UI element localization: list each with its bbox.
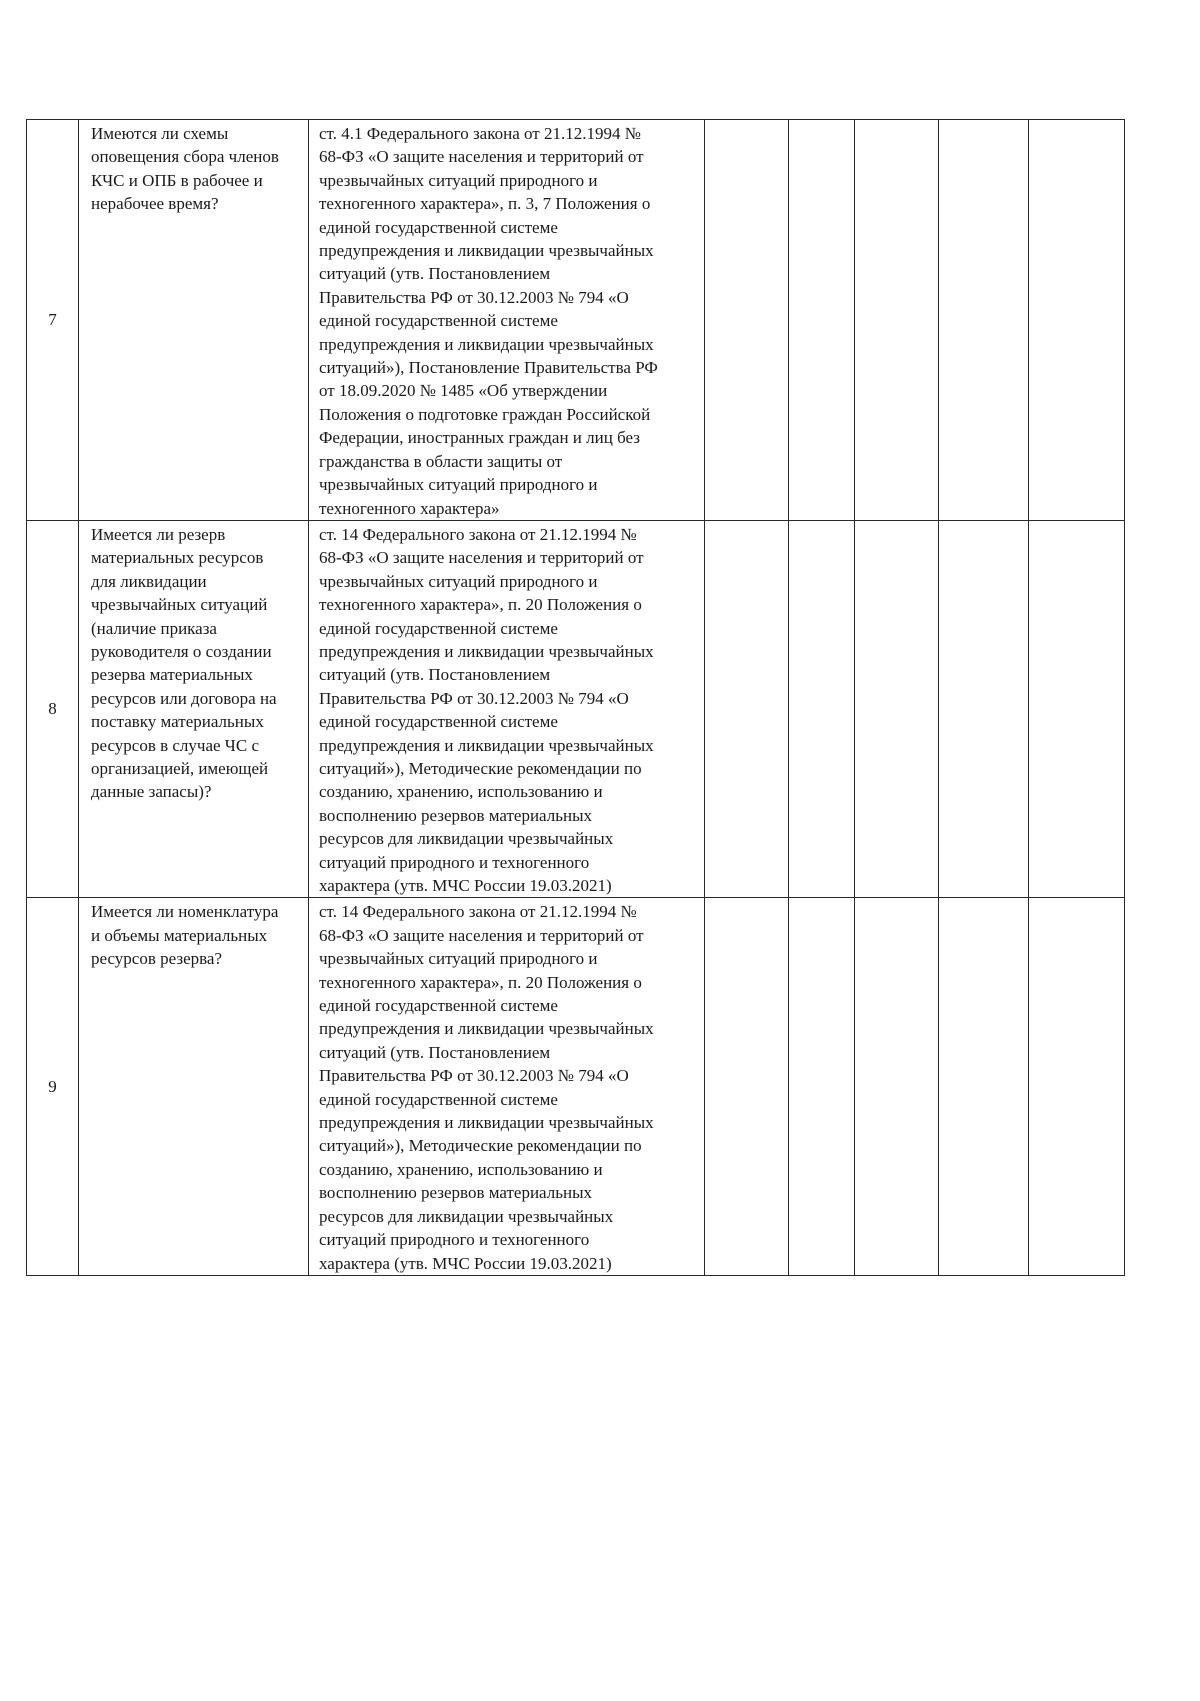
empty-cell xyxy=(939,520,1029,898)
empty-cell xyxy=(1029,520,1125,898)
question-text: Имеется ли резерв материальных ресурсов для ликвидации чрезвычайных ситуаций (наличие приказа руководителя о создании резерва материальных ресурсов или договора на поставку материальных ресурсов в случае ЧС с организацией, имеющей данные запасы)? xyxy=(91,524,277,802)
empty-cell xyxy=(855,520,939,898)
empty-cell xyxy=(789,898,855,1276)
question-cell xyxy=(79,120,309,521)
question-cell xyxy=(79,898,309,1276)
legal-reference-text: ст. 4.1 Федерального закона от 21.12.1994 № 68-ФЗ «О защите населения и территорий от чрезвычайных ситуаций природного и техногенного характера», п. 3, 7 Положения о единой государственной системе предупреждения и ликвидации чрезвычайных ситуаций (утв. Постановлением Правительства РФ от 30.12.2003 № 794 «О единой государственной системе предупреждения и ликвидации чрезвычайных ситуаций»), Постановление Правительства РФ от 18.09.2020 № 1485 «Об утверждении Положения о подготовке граждан Российской Федерации, иностранных граждан и лиц без гражданства в области защиты от чрезвычайных ситуаций природного и техногенного характера» xyxy=(319,124,658,518)
empty-cell xyxy=(705,120,789,521)
empty-cell xyxy=(855,120,939,521)
checklist-table xyxy=(26,119,1125,1276)
legal-reference-text: ст. 14 Федерального закона от 21.12.1994 № 68-ФЗ «О защите населения и территорий от чрезвычайных ситуаций природного и техногенного характера», п. 20 Положения о единой государственной системе предупреждения и ликвидации чрезвычайных ситуаций (утв. Постановлением Правительства РФ от 30.12.2003 № 794 «О единой государственной системе предупреждения и ликвидации чрезвычайных ситуаций»), Методические рекомендации по созданию, хранению, использованию и восполнению резервов материальных ресурсов для ликвидации чрезвычайных ситуаций природного и техногенного характера (утв. МЧС России 19.03.2021) xyxy=(319,524,654,895)
empty-cell xyxy=(1029,120,1125,521)
reference-cell xyxy=(309,120,705,521)
table-row xyxy=(27,520,1125,898)
empty-cell xyxy=(1029,898,1125,1276)
empty-cell xyxy=(705,898,789,1276)
question-cell xyxy=(79,520,309,898)
empty-cell xyxy=(789,520,855,898)
empty-cell xyxy=(855,898,939,1276)
row-number: 8 xyxy=(27,520,79,898)
table-row xyxy=(27,120,1125,521)
empty-cell xyxy=(705,520,789,898)
table-row xyxy=(27,898,1125,1276)
reference-cell xyxy=(309,898,705,1276)
question-text: Имеется ли номенклатура и объемы материальных ресурсов резерва? xyxy=(91,902,279,969)
question-text: Имеются ли схемы оповещения сбора членов КЧС и ОПБ в рабочее и нерабочее время? xyxy=(91,124,279,214)
empty-cell xyxy=(939,898,1029,1276)
empty-cell xyxy=(939,120,1029,521)
legal-reference-text: ст. 14 Федерального закона от 21.12.1994 № 68-ФЗ «О защите населения и территорий от чрезвычайных ситуаций природного и техногенного характера», п. 20 Положения о единой государственной системе предупреждения и ликвидации чрезвычайных ситуаций (утв. Постановлением Правительства РФ от 30.12.2003 № 794 «О единой государственной системе предупреждения и ликвидации чрезвычайных ситуаций»), Методические рекомендации по созданию, хранению, использованию и восполнению резервов материальных ресурсов для ликвидации чрезвычайных ситуаций природного и техногенного характера (утв. МЧС России 19.03.2021) xyxy=(319,902,654,1273)
reference-cell xyxy=(309,520,705,898)
row-number: 9 xyxy=(27,898,79,1276)
empty-cell xyxy=(789,120,855,521)
row-number: 7 xyxy=(27,120,79,521)
